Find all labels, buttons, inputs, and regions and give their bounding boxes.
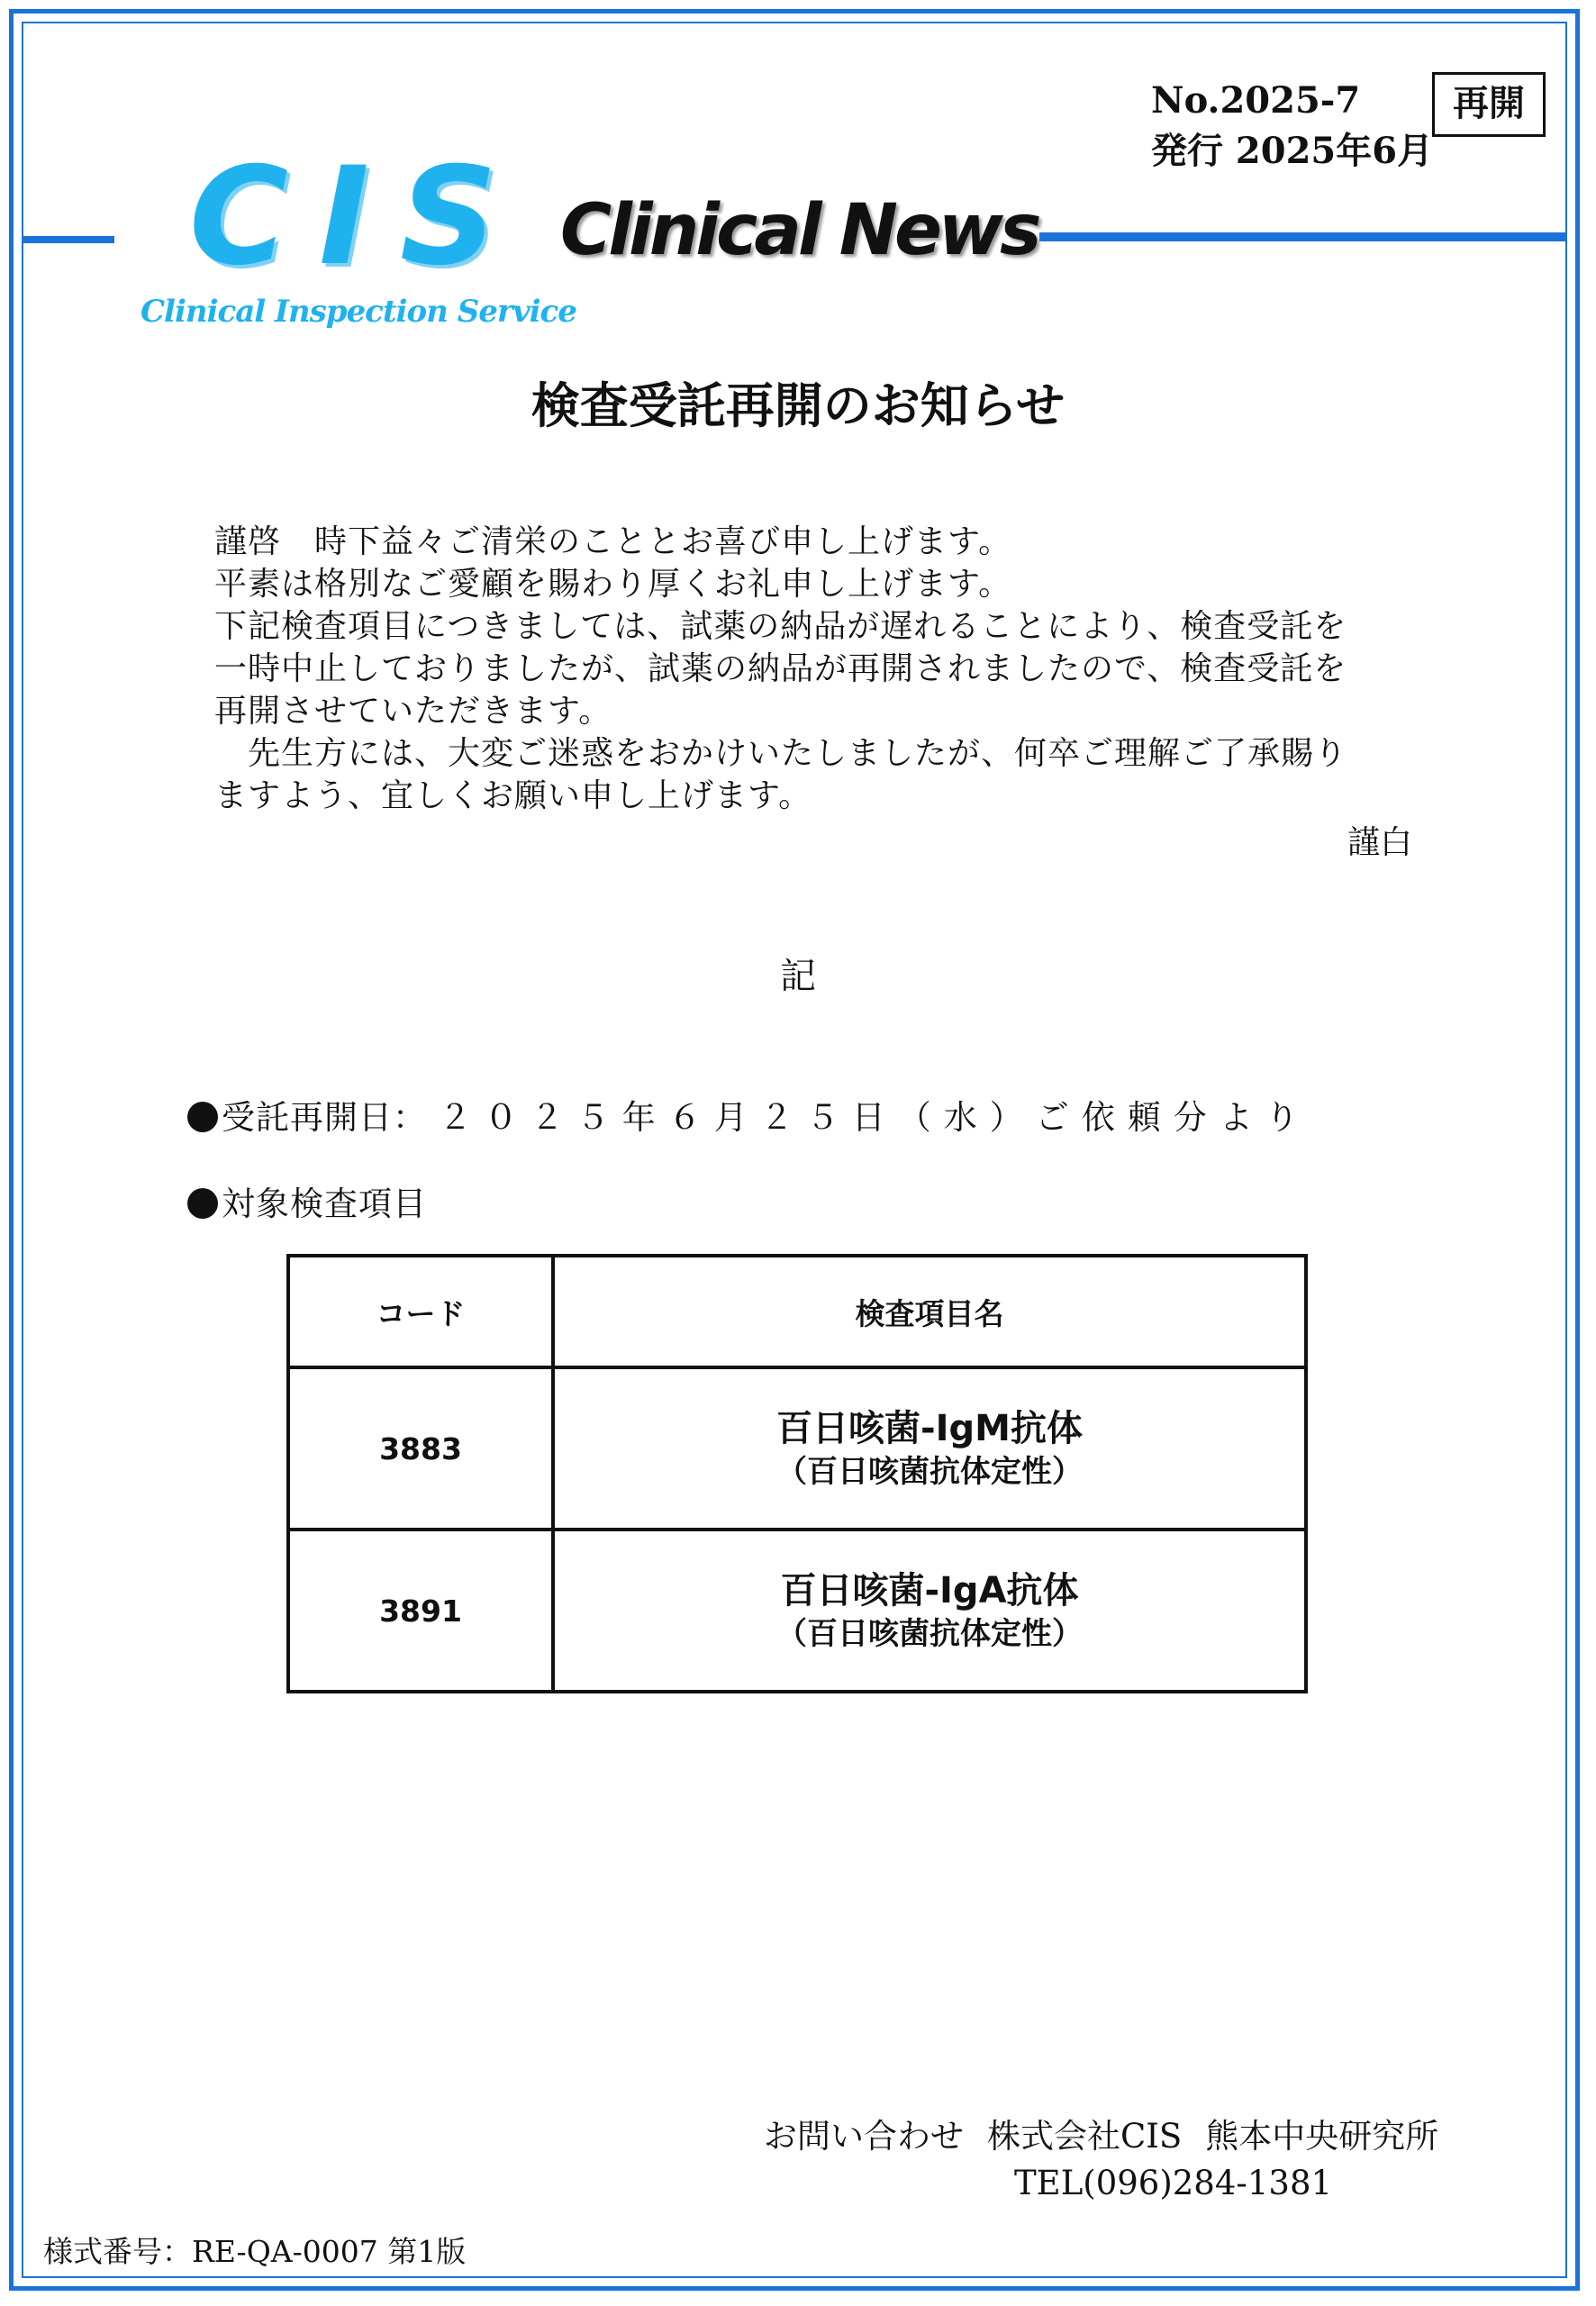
body-line: 下記検査項目につきましては、試薬の納品が遅れることにより、検査受託を — [214, 608, 1347, 645]
page-border-inner — [22, 22, 1567, 2278]
table-row — [288, 1367, 1306, 1530]
contact-row — [764, 2113, 1462, 2160]
item-code: 3891 — [288, 1530, 553, 1692]
form-number: 様式番号：RE-QA-0007 第1版 — [43, 2234, 467, 2269]
contact-company: 株式会社CIS — [987, 2117, 1183, 2156]
document-number: No.2025-7 — [1151, 79, 1361, 122]
test-items-table — [286, 1254, 1308, 1693]
item-code: 3883 — [288, 1367, 553, 1530]
body-line: 謹啓 時下益々ご清栄のこととお喜び申し上げます。 — [214, 523, 1012, 560]
ki-marker: 記 — [780, 956, 816, 997]
notice-body — [214, 521, 1418, 817]
closing-remark: 謹白 — [1347, 824, 1413, 861]
resume-date-line — [187, 1095, 1311, 1140]
issue-date: 発行 2025年6月 — [1151, 130, 1434, 172]
item-subname: （百日咳菌抗体定性） — [776, 1616, 1083, 1652]
contact-label: お問い合わせ — [764, 2117, 964, 2156]
resume-date-label: 受託再開日： — [222, 1098, 427, 1137]
header-rule-right — [1039, 232, 1567, 241]
item-name: 百日咳菌-IgA抗体 — [780, 1570, 1079, 1611]
bullet-icon — [187, 1102, 218, 1132]
resume-date-value: ２０２５年６月２５日（水）ご依頼分より — [438, 1098, 1311, 1137]
body-line: ますよう、宜しくお願い申し上げます。 — [214, 777, 812, 814]
column-header-code: コード — [288, 1256, 553, 1367]
target-items-line — [187, 1182, 427, 1227]
item-subname: （百日咳菌抗体定性） — [776, 1454, 1083, 1490]
item-name-cell — [553, 1367, 1306, 1530]
notice-title: 検査受託再開のお知らせ — [530, 377, 1066, 434]
table-row — [288, 1530, 1306, 1692]
header-rule-left — [22, 236, 114, 243]
cis-logo: CIS — [189, 139, 528, 295]
newsletter-title: Clinical News — [560, 190, 1038, 271]
body-line: 再開させていただきます。 — [214, 693, 612, 730]
item-name: 百日咳菌-IgM抗体 — [776, 1408, 1083, 1449]
column-header-name: 検査項目名 — [553, 1256, 1306, 1367]
contact-tel: TEL(096)284-1381 — [1014, 2164, 1333, 2202]
status-badge: 再開 — [1432, 72, 1546, 137]
bullet-icon — [187, 1188, 218, 1219]
logo-subtitle: Clinical Inspection Service — [141, 294, 576, 330]
contact-block — [764, 2113, 1462, 2207]
body-line: 一時中止しておりましたが、試薬の納品が再開されましたので、検査受託を — [214, 650, 1347, 687]
document-meta — [1151, 76, 1433, 177]
item-name-cell — [553, 1530, 1306, 1692]
body-line: 先生方には、大変ご迷惑をおかけいたしましたが、何卒ご理解ご了承賜り — [214, 735, 1348, 772]
body-line: 平素は格別なご愛顧を賜わり厚くお礼申し上げます。 — [214, 566, 1012, 603]
table-header-row — [288, 1256, 1306, 1367]
contact-lab: 熊本中央研究所 — [1205, 2117, 1439, 2156]
target-items-label: 対象検査項目 — [222, 1185, 427, 1223]
